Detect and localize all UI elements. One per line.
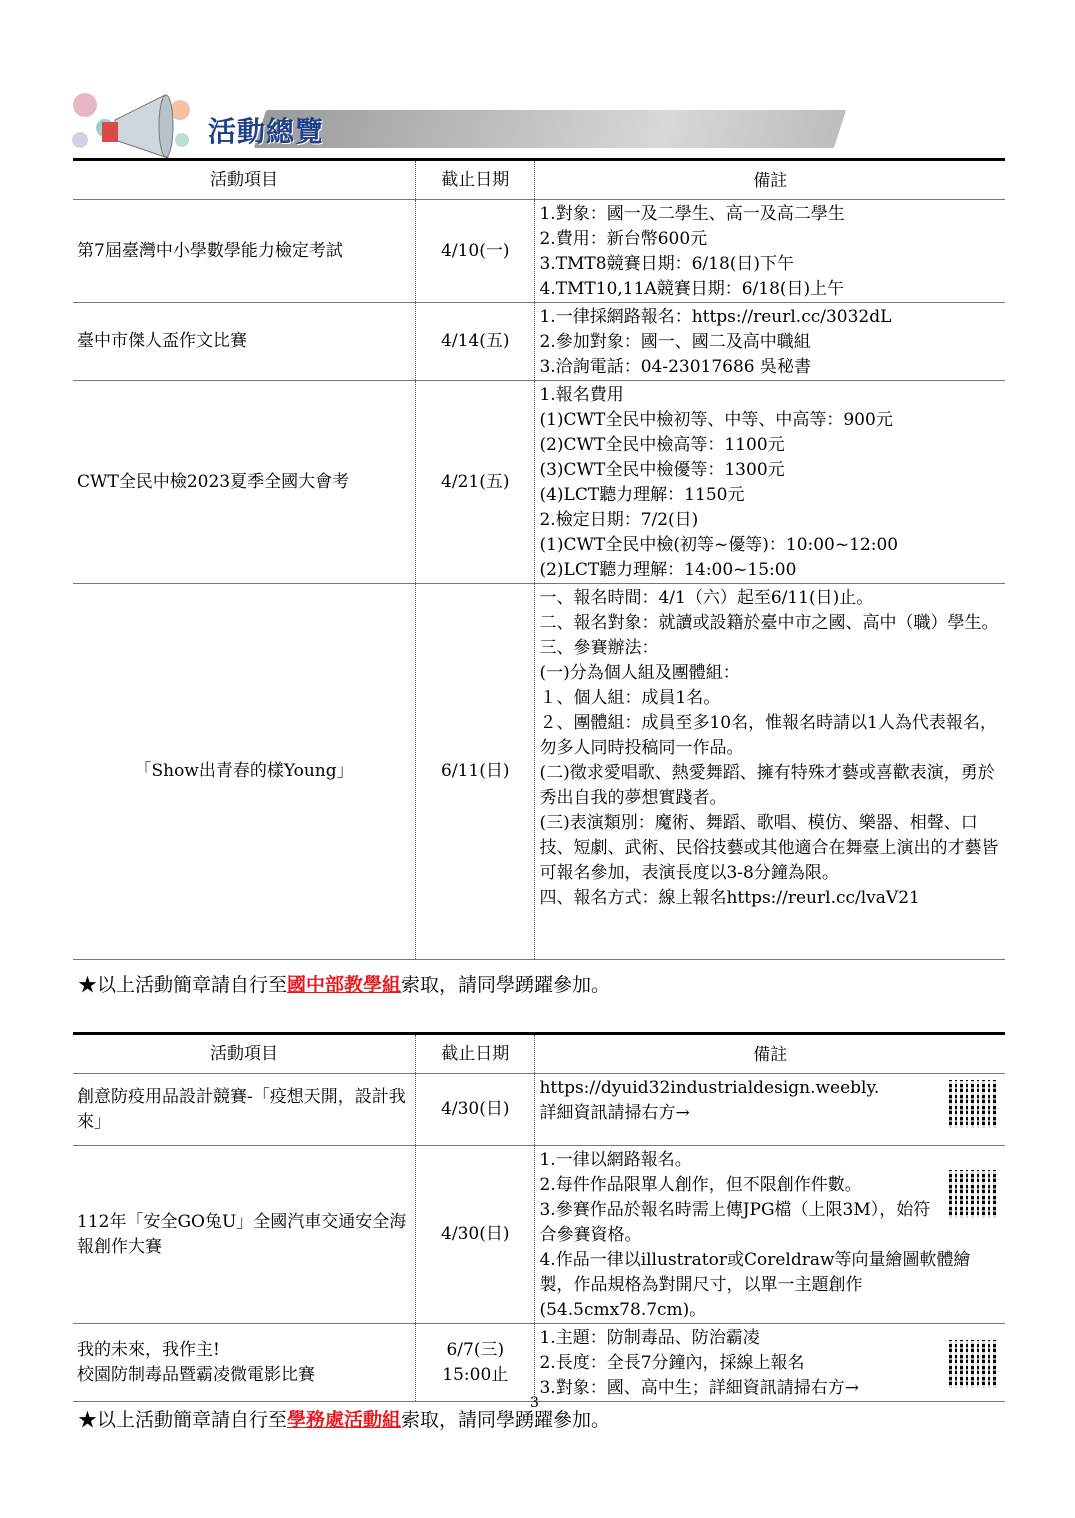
activity-name: 第7屆臺灣中小學數學能力檢定考試 <box>73 200 416 303</box>
table-row <box>73 200 1005 303</box>
page-title: 活動總覽 <box>208 115 325 148</box>
title-banner <box>254 110 846 148</box>
notes: 1.對象：國一及二學生、高一及高二學生 2.費用：新台幣600元 3.TMT8競賽日期：6/18(日)下午 4.TMT10,11A競賽日期：6/18(日)上午 <box>535 200 1005 303</box>
notes: 1.報名費用 (1)CWT全民中檢初等、中等、中高等：900元 (2)CWT全民中檢高等：1100元 (3)CWT全民中檢優等：1300元 (4)LCT聽力理解：1150元 2.檢定日期：7/2(日) (1)CWT全民中檢(初等~優等)：10:00~12:00 (2)LCT聽力理解：14:00~15:00 <box>535 381 1005 584</box>
qr-code-icon[interactable] <box>949 1340 999 1388</box>
deadline: 4/30(日) <box>416 1146 535 1324</box>
table-row <box>73 1074 1005 1146</box>
notes: 1.一律以網路報名。 2.每件作品限單人創作，但不限創作件數。 3.參賽作品於報名時需上傳JPG檔（上限3M），始符合參賽資格。 4.作品一律以illustrator或Coreldraw等向量繪圖軟體繪製，作品規格為對開尺寸，以單一主題創作(54.5cmx78.7cm)。 <box>535 1146 1005 1324</box>
column-header-deadline: 截止日期 <box>416 161 535 200</box>
notes: 一、報名時間：4/1（六）起至6/11(日)止。 二、報名對象：就讀或設籍於臺中市之國、高中（職）學生。 三、參賽辦法： (一)分為個人組及團體組： １、個人組：成員1名。 ２、團體組：成員至多10名，惟報名時請以1人為代表報名，勿多人同時投稿同一作品。 (二)徵求愛唱歌、熱愛舞蹈、擁有特殊才藝或喜歡表演，勇於秀出自我的夢想實踐者。 (三)表演類別：魔術、舞蹈、歌唱、模仿、樂器、相聲、口技、短劇、武術、民俗技藝或其他適合在舞臺上演出的才藝皆可報名參加，表演長度以3-8分鐘為限。 四、報名方式：線上報名https://reurl.cc/lvaV21 <box>535 584 1005 960</box>
notes: 1.一律採網路報名：https://reurl.cc/3032dL 2.參加對象：國一、國二及高中職組 3.洽詢電話：04-23017686 吳秘書 <box>535 303 1005 381</box>
table-header <box>73 1035 1005 1074</box>
deadline: 6/11(日) <box>416 584 535 960</box>
table-row <box>73 1146 1005 1324</box>
table-row <box>73 1324 1005 1402</box>
table-row <box>73 381 1005 584</box>
notes: 1.主題：防制毒品、防治霸凌 2.長度：全長7分鐘內，採線上報名 3.對象：國、高中生；詳細資訊請掃右方→ <box>535 1324 1005 1402</box>
deadline: 6/7(三) 15:00止 <box>416 1324 535 1402</box>
note-1: ★以上活動簡章請自行至國中部教學組索取，請同學踴躍參加。 <box>78 974 611 996</box>
column-header-deadline: 截止日期 <box>416 1035 535 1074</box>
section-header <box>60 70 800 165</box>
table-row <box>73 584 1005 960</box>
qr-code-icon[interactable] <box>949 1080 999 1128</box>
note-2: ★以上活動簡章請自行至學務處活動組索取，請同學踴躍參加。 <box>78 1409 611 1431</box>
activity-name: 112年「安全GO兔U」全國汽車交通安全海報創作大賽 <box>73 1146 416 1324</box>
deadline: 4/10(一) <box>416 200 535 303</box>
activity-table-1 <box>73 161 1005 960</box>
column-header-item: 活動項目 <box>73 161 416 200</box>
column-header-notes: 備註 <box>535 1035 1005 1074</box>
office-name: 學務處活動組 <box>287 1409 402 1431</box>
column-header-notes: 備註 <box>535 161 1005 200</box>
table-row <box>73 303 1005 381</box>
deadline: 4/30(日) <box>416 1074 535 1146</box>
qr-code-icon[interactable] <box>949 1170 999 1218</box>
deadline: 4/14(五) <box>416 303 535 381</box>
page-number: 3 <box>530 1395 539 1411</box>
activity-name: 「Show出青春的樣Young」 <box>73 584 416 960</box>
column-header-item: 活動項目 <box>73 1035 416 1074</box>
activity-name: CWT全民中檢2023夏季全國大會考 <box>73 381 416 584</box>
notes: https://dyuid32industrialdesign.weebly. 詳細資訊請掃右方→ <box>535 1074 1005 1146</box>
activity-name: 我的未來，我作主! 校園防制毒品暨霸凌微電影比賽 <box>73 1324 416 1402</box>
activity-name: 臺中市傑人盃作文比賽 <box>73 303 416 381</box>
office-name: 國中部教學組 <box>287 974 402 996</box>
deadline: 4/21(五) <box>416 381 535 584</box>
megaphone-icon <box>60 70 210 165</box>
activity-name: 創意防疫用品設計競賽-「疫想天開，設計我來」 <box>73 1074 416 1146</box>
activity-table-2 <box>73 1035 1005 1402</box>
table-header <box>73 161 1005 200</box>
